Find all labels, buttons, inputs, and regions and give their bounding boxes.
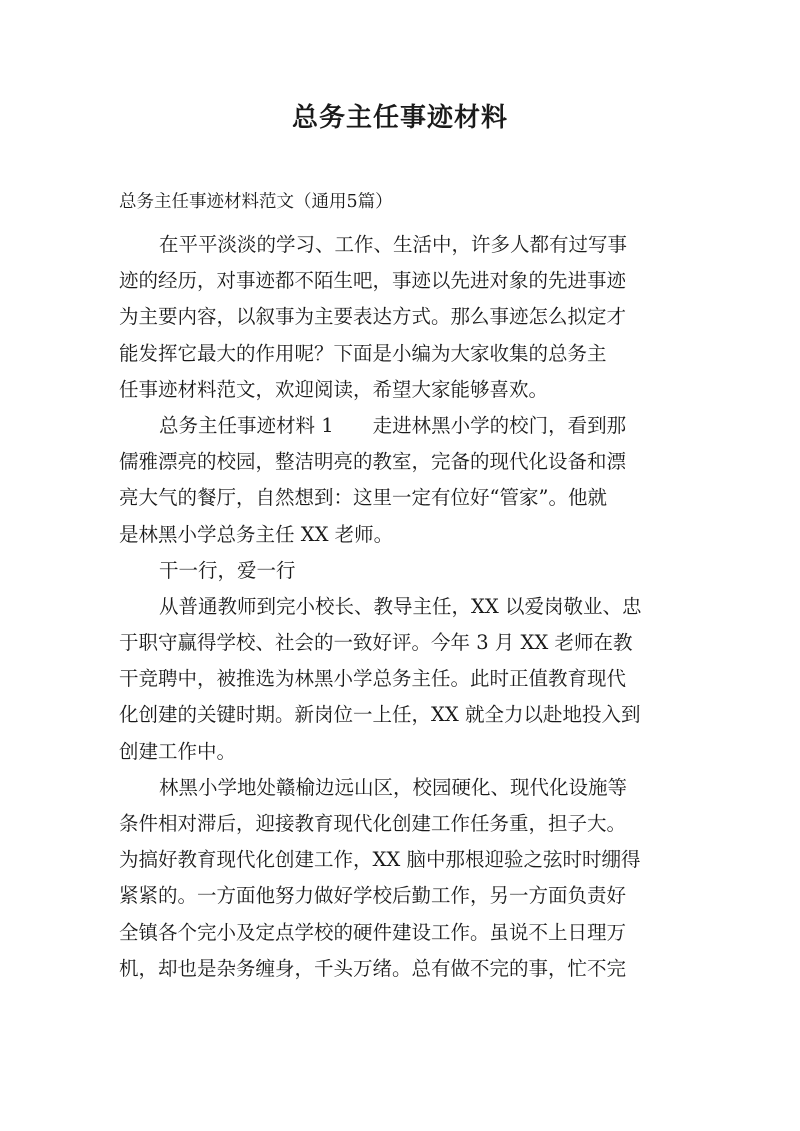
- body-text-line: 化创建的关键时期。新岗位一上任，XX 就全力以赴地投入到: [119, 703, 641, 727]
- body-text-line: 任事迹材料范文，欢迎阅读，希望大家能够喜欢。: [119, 377, 549, 401]
- body-text-line: 林黑小学地处赣榆边远山区，校园硬化、现代化设施等: [159, 775, 628, 799]
- body-text-line: 儒雅漂亮的校园，整洁明亮的教室，完备的现代化设备和漂: [119, 450, 627, 474]
- document-title: 总务主任事迹材料: [291, 103, 508, 133]
- body-text-line: 紧紧的。一方面他努力做好学校后勤工作，另一方面负责好: [119, 884, 627, 908]
- document-subtitle: 总务主任事迹材料范文（通用5篇）: [119, 192, 393, 212]
- body-text-line: 在平平淡淡的学习、工作、生活中，许多人都有过写事: [159, 233, 628, 256]
- body-text-line: 全镇各个完小及定点学校的硬件建设工作。虽说不上日理万: [119, 920, 627, 944]
- body-text-line: 为主要内容，以叙事为主要表达方式。那么事迹怎么拟定才: [119, 305, 627, 329]
- body-text-line: 迹的经历，对事迹都不陌生吧，事迹以先进对象的先进事迹: [119, 269, 627, 293]
- document-body: [119, 227, 684, 987]
- body-text-line: 条件相对滞后，迎接教育现代化创建工作任务重，担子大。: [119, 812, 627, 835]
- body-text-line: 于职守赢得学校、社会的一致好评。今年 3 月 XX 老师在教: [119, 631, 633, 655]
- body-text-line: 干一行，爱一行: [159, 558, 296, 582]
- body-text-line: 总务主任事迹材料 1 走进林黑小学的校门，看到那: [159, 413, 627, 437]
- body-text-line: 从普通教师到完小校长、教导主任，XX 以爱岗敬业、忠: [159, 594, 642, 618]
- body-text-line: 为搞好教育现代化创建工作，XX 脑中那根迎验之弦时时绷得: [119, 848, 641, 872]
- body-text-line: 亮大气的餐厅，自然想到：这里一定有位好“管家”。他就: [119, 486, 607, 510]
- body-text-line: 是林黑小学总务主任 XX 老师。: [119, 522, 394, 546]
- body-text-line: 干竞聘中，被推选为林黑小学总务主任。此时正值教育现代: [119, 667, 627, 691]
- body-text-line: 创建工作中。: [119, 739, 237, 763]
- body-text-line: 机，却也是杂务缠身，千头万绪。总有做不完的事，忙不完: [119, 956, 627, 980]
- body-text-line: 能发挥它最大的作用呢？下面是小编为大家收集的总务主: [119, 341, 607, 365]
